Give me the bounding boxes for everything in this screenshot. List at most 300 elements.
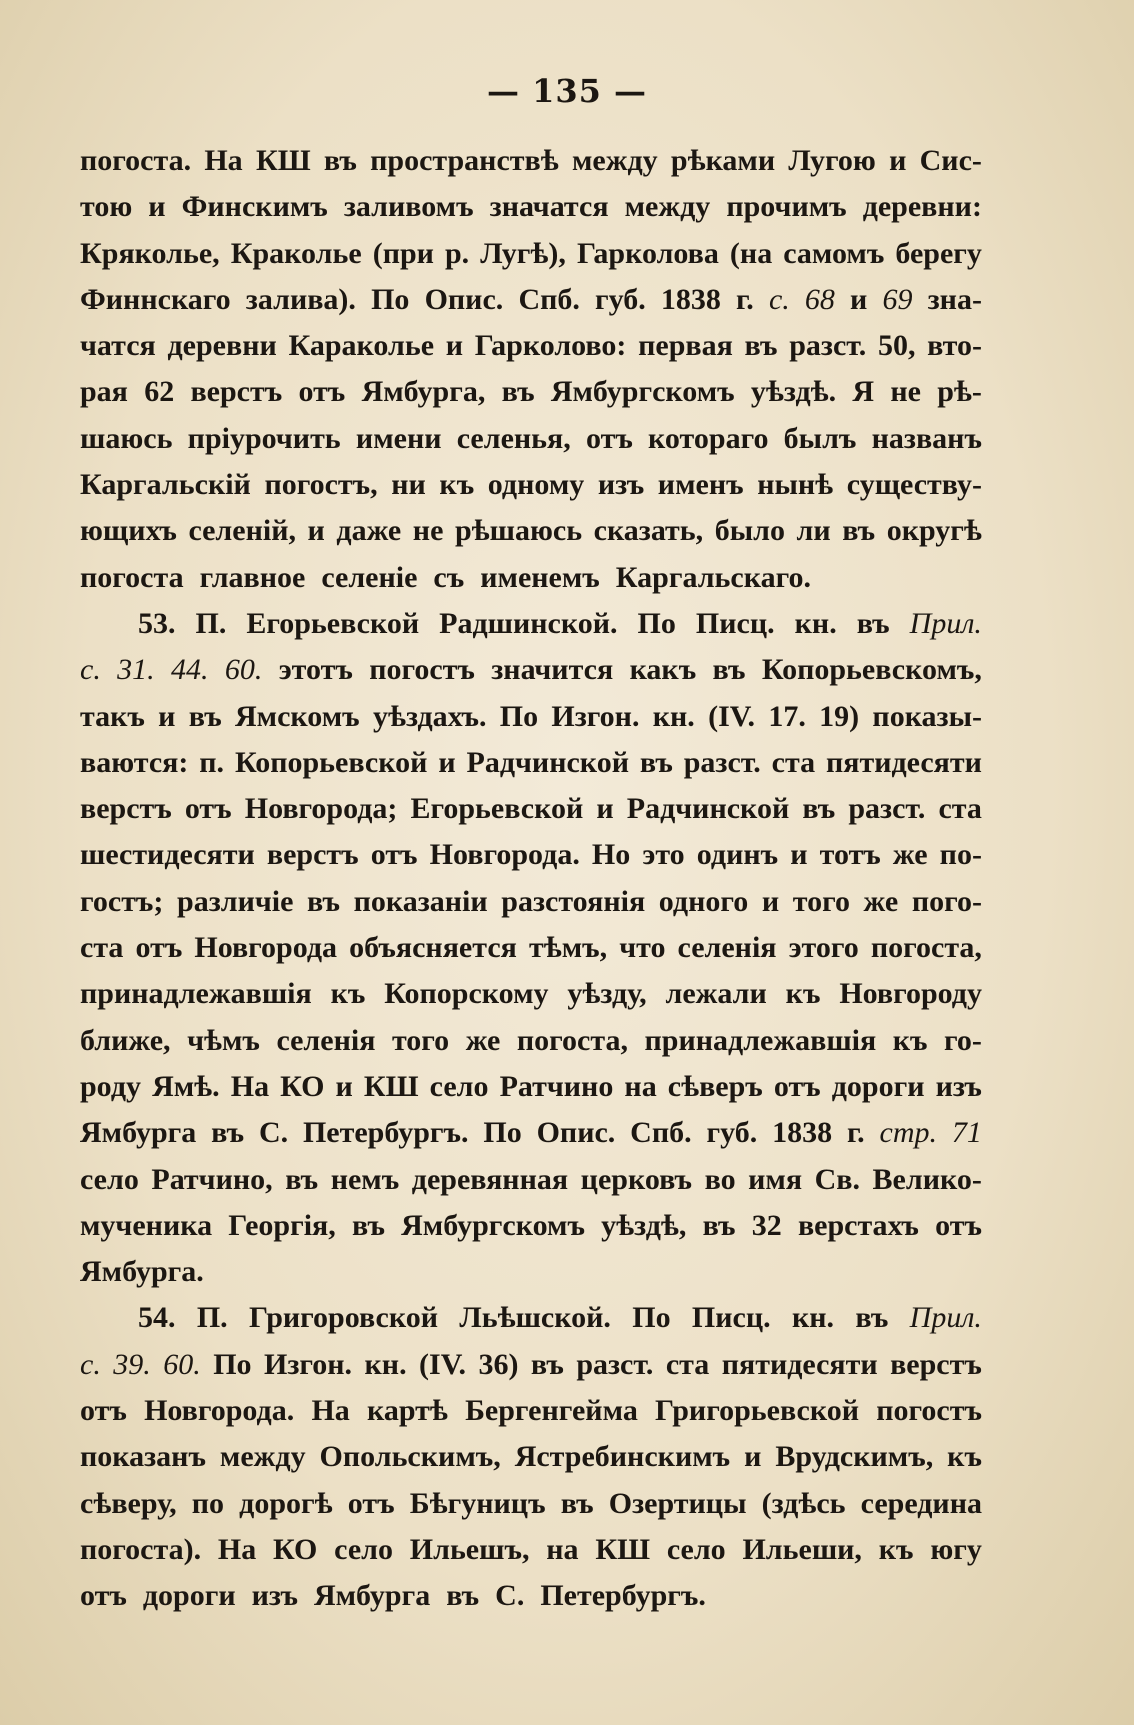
word: верстъ (190, 375, 283, 409)
word: тотъ (819, 838, 881, 872)
word: названъ (871, 421, 982, 455)
word: Петербургъ. (302, 1116, 469, 1150)
word: и (335, 1069, 353, 1103)
word: сѣверъ (667, 1069, 763, 1103)
word: въ (530, 1347, 564, 1381)
word: къ (892, 1023, 928, 1057)
word: уѣздахъ. (372, 699, 487, 733)
word: Ямбургскомъ (401, 1208, 585, 1242)
page-number: — 135 — (486, 72, 648, 110)
word: пятидесяти (721, 1347, 878, 1381)
word: и (148, 190, 166, 224)
word: верстъ (80, 792, 172, 826)
word: того (792, 884, 850, 918)
word: погостъ, (264, 468, 378, 502)
word: въ (744, 329, 778, 363)
word: существу- (846, 468, 982, 502)
word: 44. (171, 653, 209, 687)
text-line (80, 1481, 982, 1527)
word: нынѣ (757, 468, 834, 502)
word: рѣками (670, 144, 776, 177)
word: Григоровской (249, 1301, 439, 1335)
word: Ямбургскомъ (550, 375, 735, 409)
word: имени (355, 421, 442, 455)
word: разстоянія (501, 884, 646, 918)
body-text (80, 138, 982, 1620)
text-line (80, 694, 982, 740)
word: отъ (80, 1394, 127, 1428)
word: дороги (142, 1579, 236, 1613)
word: П. (195, 606, 227, 640)
word: отъ (585, 421, 633, 455)
word: по (191, 1486, 225, 1520)
word: погоста). (80, 1532, 202, 1566)
text-line (80, 879, 982, 925)
word: Кряколье, (80, 236, 220, 270)
word: селеніе (321, 560, 418, 594)
text-line (80, 971, 982, 1017)
word: въ (855, 1301, 889, 1335)
word: Спб. (518, 282, 580, 316)
word: что (619, 931, 666, 965)
word: Врудскимъ, (775, 1440, 934, 1474)
word: Изгон. (263, 1347, 353, 1381)
word: (здѣсь (761, 1486, 846, 1520)
word: именъ (657, 468, 744, 502)
word: 36) (478, 1347, 519, 1381)
word: Изгон. (551, 699, 640, 733)
word: принадлежавшія (80, 977, 312, 1011)
word: (на (729, 236, 773, 270)
word: ваются: (80, 745, 189, 779)
word: погоста, (870, 931, 982, 965)
word: деревянная (411, 1162, 569, 1196)
word: С. (258, 1116, 289, 1150)
word: чѣмъ (187, 1023, 260, 1057)
word: дорогѣ (239, 1486, 333, 1520)
text-line (80, 508, 982, 554)
word: Св. (814, 1162, 860, 1196)
word: и (438, 745, 456, 779)
word: губ. (706, 1116, 758, 1150)
word: с. (80, 1347, 101, 1381)
text-line (80, 1434, 982, 1480)
word: самомъ (783, 236, 885, 270)
word: роду (80, 1069, 141, 1103)
word: съ (433, 560, 465, 594)
word: Георгія, (228, 1208, 336, 1242)
word: Бергенгейма (465, 1394, 638, 1428)
word: Ямбурга (313, 1579, 431, 1613)
text-line (80, 1157, 982, 1203)
word: кн. (364, 1347, 407, 1381)
word: г. (846, 1116, 865, 1150)
word: разст. (683, 745, 761, 779)
word: къ (878, 1532, 914, 1566)
word: немъ (330, 1162, 400, 1196)
word: отъ (298, 375, 346, 409)
word: шестидесяти (80, 838, 255, 872)
word: Новгорода. (144, 1394, 295, 1428)
text-line (80, 1295, 982, 1341)
word: Григорьевской (655, 1394, 860, 1428)
word: показаніи (353, 884, 488, 918)
word: (IV. (708, 699, 756, 733)
word: кн. (794, 606, 837, 640)
word: въ (842, 514, 876, 548)
word: ближе, (80, 1023, 171, 1057)
text-line (80, 1064, 982, 1110)
text-line (80, 1110, 982, 1156)
word: и (158, 699, 176, 733)
word: г. (736, 282, 754, 316)
word: въ (639, 745, 673, 779)
text-line (80, 1388, 982, 1434)
word: сказать, (593, 514, 704, 548)
word: въ (307, 884, 340, 918)
word: рѣшаюсь (454, 514, 583, 548)
word: объясняется (349, 931, 517, 965)
word: прочимъ (726, 190, 847, 224)
word: Спб. (630, 1116, 692, 1150)
word: одинъ (696, 838, 779, 872)
word: КШ (255, 144, 311, 177)
word: отъ (135, 931, 183, 965)
text-line (80, 1249, 982, 1295)
word: къ (330, 977, 366, 1011)
word: разст. (848, 792, 926, 826)
word: Егорьевской (410, 792, 584, 826)
word: одному (487, 468, 585, 502)
word: мученика (80, 1208, 213, 1242)
word: различіе (177, 884, 294, 918)
word: имя (748, 1162, 803, 1196)
word: На (311, 1394, 350, 1428)
word: ста (938, 792, 982, 826)
word: и (445, 329, 464, 363)
word: въ (446, 1579, 480, 1613)
word: и (761, 884, 780, 918)
word: Опис. (536, 1116, 616, 1150)
word: По (632, 1301, 671, 1335)
word: По (637, 606, 676, 640)
word: Ратчино (499, 1069, 614, 1103)
word: на (546, 1532, 579, 1566)
word: округѣ (886, 514, 982, 548)
word: село (80, 1162, 139, 1196)
word: въ (323, 144, 357, 177)
word: Егорьевской (246, 606, 420, 640)
word: селенья, (456, 421, 571, 455)
word: (IV. (419, 1347, 466, 1381)
word: къ (439, 468, 475, 502)
word: Прил. (909, 606, 982, 640)
word: залива). (245, 282, 356, 316)
word: С. (495, 1579, 525, 1613)
word: пространствѣ (370, 144, 559, 177)
word: По (499, 699, 539, 733)
word: заливомъ (343, 190, 474, 224)
word: въ (211, 1116, 245, 1150)
word: отъ (773, 1069, 821, 1103)
word: По (483, 1116, 522, 1150)
text-line (80, 323, 982, 369)
word: въ (856, 606, 890, 640)
word: 60. (224, 653, 263, 687)
word: ни (391, 468, 426, 502)
word: погостъ (876, 1394, 982, 1428)
word: же (892, 838, 928, 872)
word: По (213, 1347, 252, 1381)
word: ста (665, 1347, 710, 1381)
word: КШ (363, 1069, 419, 1103)
word: изъ (597, 468, 645, 502)
word: губ. (595, 282, 646, 316)
word: Каргальскій (80, 468, 251, 502)
word: Радшинской. (439, 606, 618, 640)
word: 54. (138, 1301, 176, 1335)
word: картѣ (367, 1394, 448, 1428)
word: деревни (167, 329, 277, 363)
word: На (217, 1532, 257, 1566)
word: Ильеши, (742, 1532, 862, 1566)
word: Ямѣ. (152, 1069, 220, 1103)
text-line (80, 369, 982, 415)
word: 68 (804, 282, 835, 316)
word: въ (802, 792, 836, 826)
word: с. (768, 282, 790, 316)
word: Но (591, 838, 631, 872)
word: этотъ (278, 653, 353, 687)
word: между (219, 1440, 306, 1474)
word: во (704, 1162, 736, 1196)
word: верстъ (266, 838, 359, 872)
word: 69 (882, 282, 913, 316)
word: 17. (768, 699, 806, 733)
word: же (465, 1023, 501, 1057)
word: Гарколова (576, 236, 719, 270)
word: какъ (629, 653, 697, 687)
word: лежали (665, 977, 767, 1011)
word: середина (860, 1486, 982, 1520)
word: ющихъ (80, 514, 177, 548)
text-line (80, 1342, 982, 1388)
word: въ (285, 1162, 319, 1196)
text-line (80, 1573, 982, 1619)
word: въ (560, 1486, 594, 1520)
word: 31. (117, 653, 155, 687)
word: пріурочить (187, 421, 341, 455)
word: этого (788, 931, 859, 965)
word: Новгороду (839, 977, 982, 1011)
word: значатся (489, 190, 609, 224)
word: въ (351, 1208, 385, 1242)
word: с. (80, 653, 101, 687)
word: Новгорода; (244, 792, 398, 826)
word: Финнскаго (80, 282, 231, 316)
word: Я (852, 375, 875, 409)
word: погостъ (369, 653, 475, 687)
word: и (744, 1440, 762, 1474)
word: разст. (789, 329, 867, 363)
word: дороги (831, 1069, 925, 1103)
word: котораго (648, 421, 769, 455)
text-line (80, 1527, 982, 1573)
text-line (80, 740, 982, 786)
word: первая (638, 329, 733, 363)
word: Ястребинскимъ (514, 1440, 731, 1474)
word: по- (939, 838, 982, 872)
text-line (80, 555, 982, 601)
word: показанъ (80, 1440, 206, 1474)
word: и (889, 144, 907, 177)
word: и (850, 282, 868, 316)
word: Новгорода (194, 931, 338, 965)
word: верстъ (890, 1347, 982, 1381)
word: изъ (251, 1579, 298, 1613)
word: не (890, 375, 921, 409)
word: селеній, (188, 514, 296, 548)
word: 32 (751, 1208, 782, 1242)
word: и (307, 514, 325, 548)
word: Сис- (919, 144, 982, 177)
word: Гарколово: (474, 329, 627, 363)
word: въ (712, 653, 746, 687)
word: шаюсь (80, 421, 173, 455)
word: того (391, 1023, 450, 1057)
text-line (80, 925, 982, 971)
word: церковъ (580, 1162, 693, 1196)
word: ста (771, 745, 816, 779)
word: По (371, 282, 410, 316)
word: зна- (927, 282, 982, 316)
word: уѣздѣ, (601, 1208, 687, 1242)
word: именемъ (480, 560, 600, 594)
word: рая (80, 375, 128, 409)
word: къ (785, 977, 821, 1011)
word: уѣздѣ. (750, 375, 837, 409)
word: (при (372, 236, 434, 270)
word: 60. (163, 1347, 201, 1381)
word: отъ (347, 1486, 395, 1520)
word: КШ (595, 1532, 651, 1566)
word: Ямскомъ (234, 699, 360, 733)
word: Финскимъ (181, 190, 328, 224)
word: ста (80, 931, 124, 965)
word: показы- (872, 699, 982, 733)
word: Озертицы (608, 1486, 747, 1520)
word: отъ (184, 792, 232, 826)
word: пятидесяти (825, 745, 982, 779)
word: кн. (652, 699, 695, 733)
word: Радчинской (626, 792, 790, 826)
word: Краколье (230, 236, 362, 270)
word: тѣмъ, (528, 931, 608, 965)
text-line (80, 1018, 982, 1064)
word: тою (80, 190, 133, 224)
word: не (412, 514, 444, 548)
word: Лугѣ), (480, 236, 566, 270)
word: это (642, 838, 685, 872)
word: разст. (576, 1347, 654, 1381)
text-line (80, 647, 982, 693)
word: п. (199, 745, 225, 779)
text-line (80, 1203, 982, 1249)
text-line (80, 462, 982, 508)
word: 19) (819, 699, 860, 733)
word: Копорскому (384, 977, 549, 1011)
word: деревни: (862, 190, 982, 224)
word: уѣзду, (567, 977, 647, 1011)
text-line (80, 184, 982, 230)
text-line (80, 832, 982, 878)
word: югу (930, 1532, 982, 1566)
word: верстахъ (797, 1208, 919, 1242)
word: 53. (138, 606, 176, 640)
word: между (571, 144, 658, 177)
word: было (714, 514, 785, 548)
word: На (230, 1069, 270, 1103)
word: въ (188, 699, 222, 733)
word: берегу (895, 236, 982, 270)
word: отъ (935, 1208, 982, 1242)
word: село (334, 1532, 393, 1566)
word: и (596, 792, 614, 826)
word: ли (796, 514, 831, 548)
word: Новгорода. (429, 838, 580, 872)
word: селенія (677, 931, 777, 965)
word: Ратчино, (151, 1162, 273, 1196)
word: кн. (791, 1301, 835, 1335)
word: погоста (80, 560, 184, 594)
word: былъ (783, 421, 857, 455)
word: КО (273, 1532, 318, 1566)
text-line (80, 277, 982, 323)
word: село (429, 1069, 489, 1103)
word: въ (501, 375, 535, 409)
word: на (624, 1069, 657, 1103)
word: П. (196, 1301, 228, 1335)
word: рѣ- (937, 375, 982, 409)
word: Бѣгуницъ (409, 1486, 546, 1520)
word: Копорьевскомъ, (761, 653, 982, 687)
word: 1838 (660, 282, 721, 316)
word: Опольскимъ, (319, 1440, 501, 1474)
word: даже (336, 514, 402, 548)
word: гостъ; (80, 884, 164, 918)
text-line (80, 416, 982, 462)
word: и (790, 838, 808, 872)
word: Писц. (695, 606, 775, 640)
word: погоста, (516, 1023, 628, 1057)
word: одного (658, 884, 749, 918)
word: чатся (80, 329, 156, 363)
word: р. (444, 236, 470, 270)
word: го- (944, 1023, 982, 1057)
word: 1838 (772, 1116, 833, 1150)
word: 50, (877, 329, 916, 363)
word: отъ (370, 838, 418, 872)
word: Льѣшской. (459, 1301, 611, 1335)
word: стр. (879, 1116, 938, 1150)
text-line (80, 601, 982, 647)
word: сѣверу, (80, 1486, 177, 1520)
text-line (80, 786, 982, 832)
word: вто- (927, 329, 982, 363)
word: Ямбурга. (80, 1255, 204, 1289)
word: значится (491, 653, 614, 687)
word: Велико- (872, 1162, 982, 1196)
